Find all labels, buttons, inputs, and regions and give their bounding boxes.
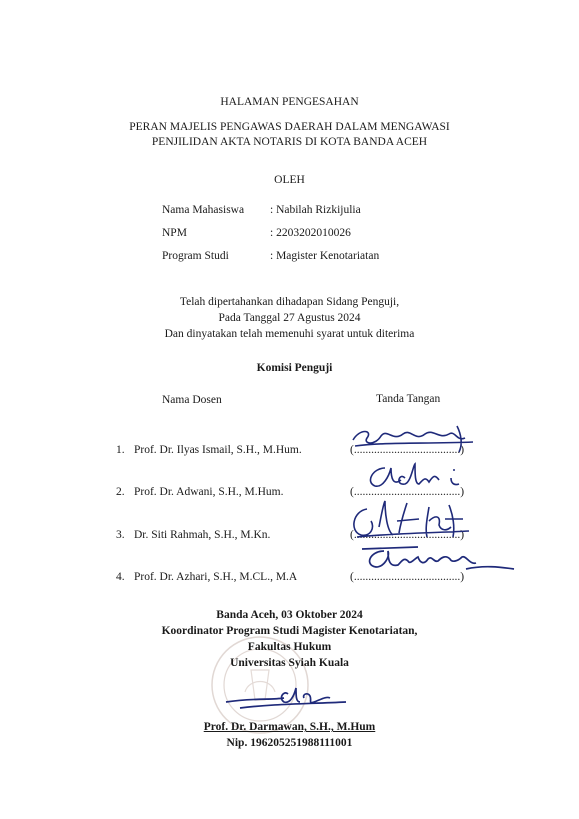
signature-examiner-3 — [345, 497, 475, 543]
examiner-name: Prof. Dr. Adwani, S.H., M.Hum. — [134, 486, 284, 498]
signature-line: (.....................................) — [350, 571, 465, 583]
approval-nip: Nip. 196205251988111001 — [226, 737, 353, 749]
student-npm-value: : 2203202010026 — [270, 227, 351, 239]
approval-university: Universitas Syiah Kuala — [230, 657, 349, 669]
defense-line1: Telah dipertahankan dihadapan Sidang Penguji, — [179, 296, 400, 308]
committee-heading: Komisi Penguji — [256, 362, 333, 374]
signature-examiner-2 — [355, 458, 475, 494]
signature-examiner-4 — [358, 543, 518, 575]
examiner-number: 3. — [116, 529, 125, 541]
signature-examiner-1 — [345, 420, 480, 456]
student-npm-label: NPM — [162, 227, 187, 239]
signature-line: (.....................................) — [350, 529, 465, 541]
col-name-header: Nama Dosen — [162, 394, 222, 406]
defense-line3: Dan dinyatakan telah memenuhi syarat untuk diterima — [164, 328, 415, 340]
page-title: HALAMAN PENGESAHAN — [220, 96, 359, 108]
examiner-number: 1. — [116, 444, 125, 456]
student-name-label: Nama Mahasiswa — [162, 204, 245, 216]
signature-line: (.....................................) — [350, 444, 465, 456]
signature-coordinator — [222, 682, 352, 712]
examiner-name: Prof. Dr. Azhari, S.H., M.CL., M.A — [134, 571, 298, 583]
student-program-value: : Magister Kenotariatan — [270, 250, 380, 262]
col-sign-header: Tanda Tangan — [376, 393, 441, 405]
approval-faculty: Fakultas Hukum — [247, 641, 332, 653]
approval-role: Koordinator Program Studi Magister Kenotariatan, — [161, 625, 418, 637]
thesis-title-line1: PERAN MAJELIS PENGAWAS DAERAH DALAM MENGAWASI — [129, 121, 450, 133]
approval-place-date: Banda Aceh, 03 Oktober 2024 — [216, 609, 363, 621]
thesis-title-line2: PENJILIDAN AKTA NOTARIS DI KOTA BANDA ACEH — [151, 136, 428, 148]
signature-line: (.....................................) — [350, 486, 465, 498]
oleh-label: OLEH — [274, 174, 305, 186]
examiner-number: 4. — [116, 571, 125, 583]
examiner-name: Prof. Dr. Ilyas Ismail, S.H., M.Hum. — [134, 444, 302, 456]
student-name-value: : Nabilah Rizkijulia — [270, 204, 361, 216]
defense-line2: Pada Tanggal 27 Agustus 2024 — [218, 312, 361, 324]
student-program-label: Program Studi — [162, 250, 229, 262]
approval-name: Prof. Dr. Darmawan, S.H., M.Hum — [203, 721, 376, 733]
examiner-name: Dr. Siti Rahmah, S.H., M.Kn. — [134, 529, 271, 541]
examiner-number: 2. — [116, 486, 125, 498]
